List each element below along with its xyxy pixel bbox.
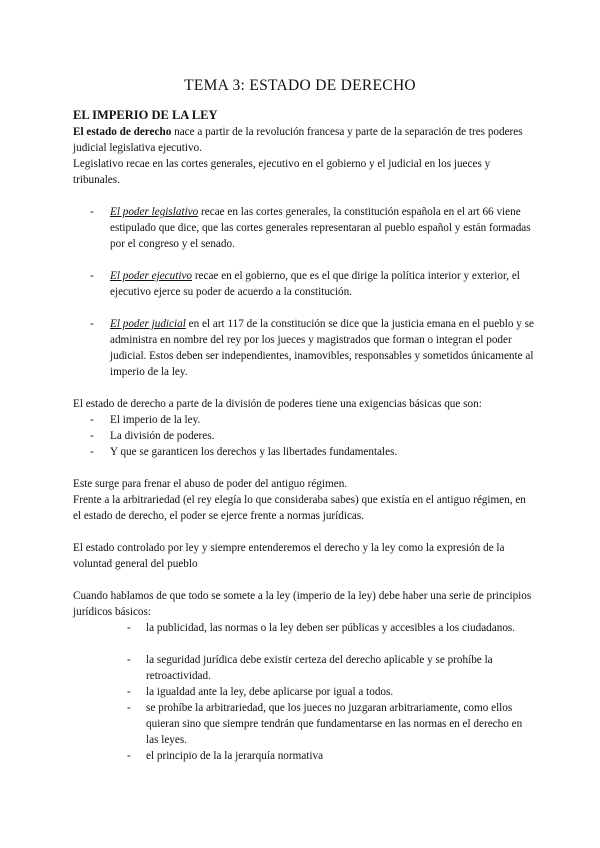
paragraph-2: Frente a la arbitrariedad (el rey elegía lo que consideraba sabes) que existía en el antiguo régimen, en el estado de derecho, el poder se ejerce frente a normas jurídicas. (73, 494, 526, 522)
bullet-dash: - (90, 270, 94, 282)
basic-text: Y que se garanticen los derechos y las libertades fundamentales. (110, 446, 398, 458)
basic-text: La división de poderes. (110, 430, 215, 442)
principle-item (127, 748, 536, 764)
bullet-dash: - (90, 318, 94, 330)
paragraph-1: Este surge para frenar el abuso de poder del antiguo régimen. (73, 478, 348, 490)
paragraph-3: El estado controlado por ley y siempre entenderemos el derecho y la ley como la expresión de la voluntad general del pueblo (73, 542, 505, 570)
basics-intro: El estado de derecho a parte de la división de poderes tiene una exigencias básicas que son: (73, 398, 482, 410)
power-text: recae en el gobierno, que es el que dirige la política interior y exterior, el ejecutivo ejerce su poder de acuerdo a la constitución. (110, 270, 520, 298)
principle-text: el principio de la la jerarquía normativa (146, 750, 324, 762)
bullet-dash: - (127, 622, 131, 634)
bullet-dash: - (90, 414, 94, 426)
bullet-dash: - (127, 654, 131, 666)
principle-text: la igualdad ante la ley, debe aplicarse por igual a todos. (146, 686, 394, 698)
power-term: El poder judicial (110, 318, 186, 330)
bullet-dash: - (127, 750, 131, 762)
section-heading: EL IMPERIO DE LA LEY (73, 108, 218, 122)
power-term: El poder legislativo (110, 206, 199, 218)
principle-item (127, 652, 536, 684)
principle-text: se prohíbe la arbitrariedad, que los jueces no juzgaran arbitrariamente, como ellos quieran sino que siempre tendrán que fundamentarse en las normas en el derecho en las leyes. (146, 702, 523, 746)
bullet-dash: - (90, 446, 94, 458)
intro-paragraph (73, 124, 535, 156)
intro-bold-term: El estado de derecho (73, 126, 172, 138)
power-text: en el art 117 de la constitución se dice que la justicia emana en el pueblo y se administra en nombre del rey por los jueces y magistrados que forman o integran el poder judicial. Estos deben ser independientes, inamovibles, responsables y sometidos únicamente al imperio de la ley. (110, 318, 534, 378)
bullet-dash: - (90, 430, 94, 442)
principle-item (127, 620, 536, 636)
power-text: recae en las cortes generales, la constitución española en el art 66 viene estipulado que dice, que las cortes generales representaran al pueblo español y están formadas por el congreso y el senado. (110, 206, 531, 250)
power-item-judicial (90, 316, 535, 380)
basic-text: El imperio de la ley. (110, 414, 201, 426)
basic-item (90, 412, 201, 428)
intro-text: nace a partir de la revolución francesa y parte de la separación de tres poderes judicial legislativa ejecutivo. (73, 126, 523, 154)
principle-item (127, 684, 536, 700)
paragraph-4: Cuando hablamos de que todo se somete a la ley (imperio de la ley) debe haber una serie de principios jurídicos básicos: (73, 590, 532, 618)
basic-item (90, 428, 215, 444)
power-item-executive (90, 268, 535, 300)
principle-text: la seguridad jurídica debe existir certeza del derecho aplicable y se prohíbe la retroactividad. (146, 654, 493, 682)
bullet-dash: - (127, 686, 131, 698)
power-item-legislative (90, 204, 535, 252)
intro-paragraph-2: Legislativo recae en las cortes generales, ejecutivo en el gobierno y el judicial en los jueces y tribunales. (73, 158, 491, 186)
basic-item (90, 444, 398, 460)
principle-item (127, 700, 536, 748)
bullet-dash: - (127, 702, 131, 714)
power-term: El poder ejecutivo (110, 270, 193, 282)
bullet-dash: - (90, 206, 94, 218)
principle-text: la publicidad, las normas o la ley deben ser públicas y accesibles a los ciudadanos. (146, 622, 516, 634)
document-title: TEMA 3: ESTADO DE DERECHO (184, 77, 416, 94)
